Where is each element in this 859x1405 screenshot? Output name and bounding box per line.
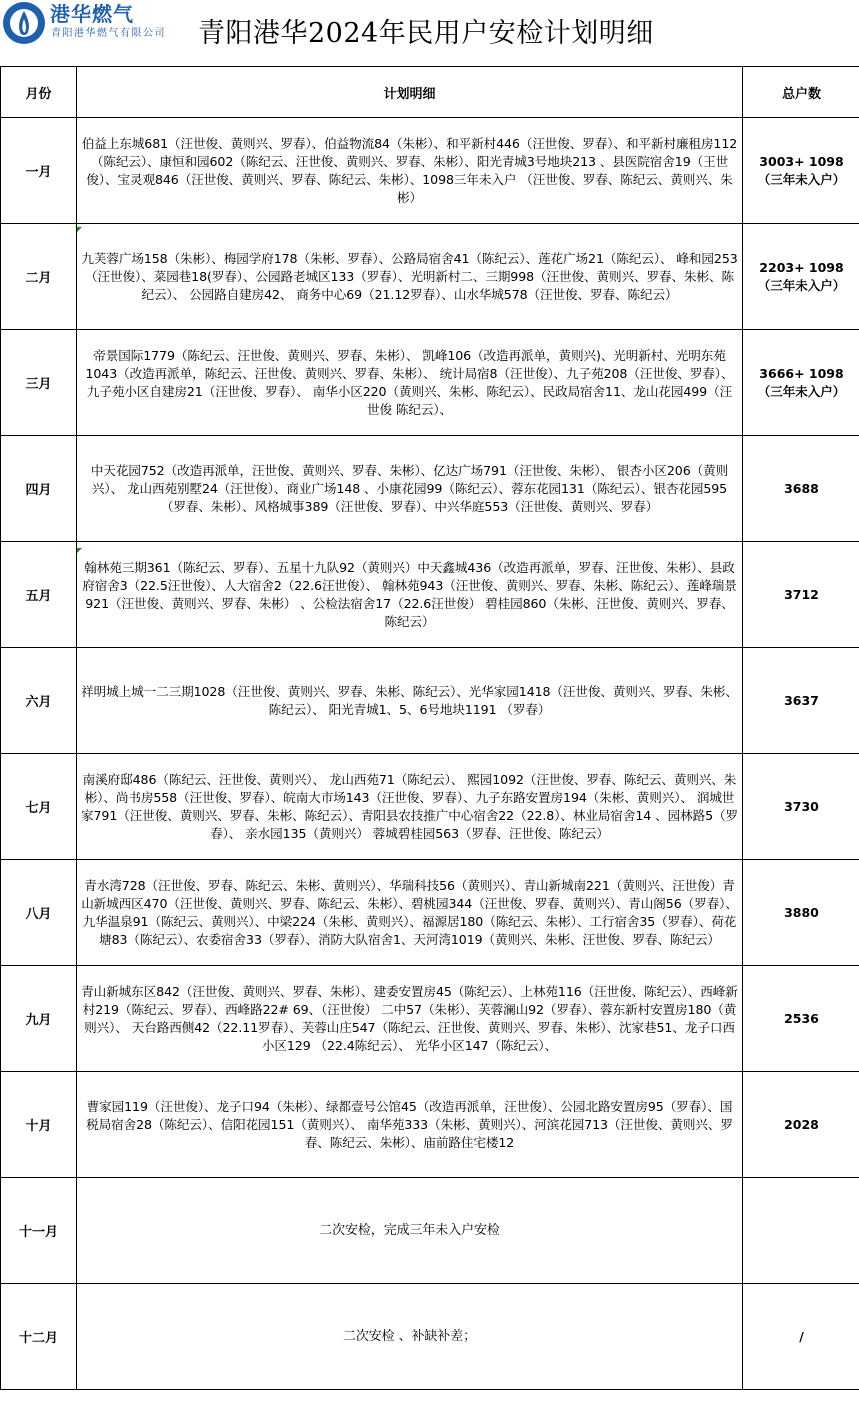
- cell-marker-icon: [77, 227, 82, 232]
- total-cell: 3688: [743, 436, 859, 542]
- month-cell: 十一月: [1, 1178, 77, 1284]
- month-cell: 十二月: [1, 1284, 77, 1390]
- detail-cell: 二次安检，完成三年未入户安检: [77, 1178, 743, 1284]
- table-row: [1, 224, 859, 330]
- flame-logo-icon: [3, 2, 45, 44]
- total-cell: 3712: [743, 542, 859, 648]
- table-header-row: [1, 67, 859, 118]
- total-cell: 2536: [743, 966, 859, 1072]
- page-title: 青阳港华2024年民用户安检计划明细: [198, 18, 654, 49]
- detail-cell: 中天花园752（改造再派单，汪世俊、黄则兴、罗春、朱彬）、亿达广场791（汪世俊、朱彬）、 银杏小区206（黄则兴）、 龙山西苑别墅24（汪世俊）、商业广场148 、小康花园99（陈纪云）、蓉东花园131（陈纪云）、银杏花园595（罗春、朱彬）、风格城事389（汪世俊、罗春）、中兴华庭553（汪世俊、黄则兴、罗春）: [77, 436, 743, 542]
- detail-cell: 伯益上东城681（汪世俊、黄则兴、罗春）、伯益物流84（朱彬）、和平新村446（汪世俊、罗春）、和平新村廉租房112（陈纪云）、康恒和园602（陈纪云、汪世俊、黄则兴、罗春、朱彬）、阳光青城3号地块213 、县医院宿舍19（王世俊）、宝灵观846（汪世俊、黄则兴、罗春、陈纪云、朱彬）、1098三年未入户 （汪世俊、罗春、陈纪云、黄则兴、朱彬）: [77, 118, 743, 224]
- cell-marker-icon: [77, 548, 82, 553]
- month-cell: 四月: [1, 436, 77, 542]
- detail-cell: 九芙蓉广场158（朱彬）、梅园学府178（朱彬、罗春）、公路局宿舍41（陈纪云）、莲花广场21（陈纪云）、 峰和园253（汪世俊）、菜园巷18(罗春）、公园路老城区133（罗春）、光明新村二、三期998（汪世俊、黄则兴、罗春、朱彬、陈纪云）、 公园路自建房42、 商务中心69（21.12罗春）、山水华城578（汪世俊、罗春、陈纪云）: [77, 224, 743, 330]
- total-cell: 3666+ 1098（三年未入户）: [743, 330, 859, 436]
- table-row: [1, 1178, 859, 1284]
- company-logo: [3, 2, 193, 46]
- month-cell: 五月: [1, 542, 77, 648]
- detail-cell: 二次安检 、补缺补差；: [77, 1284, 743, 1390]
- total-cell: 2203+ 1098（三年未入户）: [743, 224, 859, 330]
- total-cell: 3880: [743, 860, 859, 966]
- month-cell: 二月: [1, 224, 77, 330]
- month-cell: 三月: [1, 330, 77, 436]
- detail-cell: 翰林苑三期361（陈纪云、罗春）、五星十九队92（黄则兴）中天鑫城436（改造再派单，罗春、汪世俊、朱彬）、县政府宿舍3（22.5汪世俊）、人大宿舍2（22.6汪世俊）、 翰林苑943（汪世俊、黄则兴、罗春、朱彬、陈纪云）、莲峰瑞景921（汪世俊、黄则兴、罗春、朱彬） 、公检法宿舍17（22.6汪世俊） 碧桂园860（朱彬、汪世俊、黄则兴、罗春、陈纪云）: [77, 542, 743, 648]
- month-cell: 九月: [1, 966, 77, 1072]
- brand-name: 港华燃气: [50, 2, 134, 26]
- total-cell: [743, 1178, 859, 1284]
- total-cell: /: [743, 1284, 859, 1390]
- inspection-plan-table: [0, 66, 859, 1390]
- column-header-month: 月份: [1, 67, 77, 118]
- document-header: [0, 0, 859, 66]
- table-row: [1, 860, 859, 966]
- company-name: 青阳港华燃气有限公司: [51, 28, 166, 39]
- detail-cell: 青山新城东区842（汪世俊、黄则兴、罗春、朱彬）、建委安置房45（陈纪云）、上林苑116（汪世俊、陈纪云）、西峰新村219（陈纪云、罗春）、西峰路22# 69、（汪世俊） 二中57（朱彬）、芙蓉澜山92（罗春）、蓉东新村安置房180（黄则兴）、 天台路西侧42（22.11罗春）、芙蓉山庄547（陈纪云、汪世俊、黄则兴、罗春、朱彬）、沈家巷51、龙子口西小区129 （22.4陈纪云）、 光华小区147（陈纪云）、: [77, 966, 743, 1072]
- table-row: [1, 1072, 859, 1178]
- column-header-detail: 计划明细: [77, 67, 743, 118]
- table-row: [1, 118, 859, 224]
- total-cell: 3637: [743, 648, 859, 754]
- table-row: [1, 966, 859, 1072]
- table-row: [1, 330, 859, 436]
- total-cell: 2028: [743, 1072, 859, 1178]
- table-row: [1, 648, 859, 754]
- month-cell: 六月: [1, 648, 77, 754]
- total-cell: 3730: [743, 754, 859, 860]
- month-cell: 十月: [1, 1072, 77, 1178]
- detail-cell: 帝景国际1779（陈纪云、汪世俊、黄则兴、罗春、朱彬）、 凯峰106（改造再派单，黄则兴)、光明新村、光明东苑1043（改造再派单，陈纪云、汪世俊、黄则兴、罗春、朱彬）、 统计局宿8（汪世俊）、九子苑208（汪世俊、罗春）、九子苑小区自建房21（汪世俊、罗春）、 南华小区220（黄则兴、朱彬、陈纪云）、民政局宿舍11、龙山花园499（汪世俊 陈纪云）、: [77, 330, 743, 436]
- month-cell: 七月: [1, 754, 77, 860]
- detail-cell: 祥明城上城一二三期1028（汪世俊、黄则兴、罗春、朱彬、陈纪云）、光华家园1418（汪世俊、黄则兴、罗春、朱彬、陈纪云）、 阳光青城1、5、6号地块1191 （罗春）: [77, 648, 743, 754]
- detail-cell: 南溪府邸486（陈纪云、汪世俊、黄则兴）、 龙山西苑71（陈纪云）、 熙园1092（汪世俊、罗春、陈纪云、黄则兴、朱彬）、尚书房558（汪世俊、罗春）、皖南大市场143（汪世俊、罗春）、九子东路安置房194（朱彬、黄则兴）、 润城世家791（汪世俊、黄则兴、罗春、朱彬、陈纪云）、青阳县农技推广中心宿舍22（22.8）、林业局宿舍14 、园林路5（罗春）、 亲水园135（黄则兴） 蓉城碧桂园563（罗春、汪世俊、陈纪云）: [77, 754, 743, 860]
- detail-cell: 曹家园119（汪世俊）、龙子口94（朱彬）、绿都壹号公馆45（改造再派单，汪世俊）、公园北路安置房95（罗春）、国税局宿舍28（陈纪云）、信阳花园151（黄则兴）、 南华苑333（朱彬、黄则兴）、河滨花园713（汪世俊、黄则兴、罗春、陈纪云、朱彬）、庙前路住宅楼12: [77, 1072, 743, 1178]
- month-cell: 一月: [1, 118, 77, 224]
- table-row: [1, 436, 859, 542]
- table-row: [1, 1284, 859, 1390]
- table-row: [1, 754, 859, 860]
- total-cell: 3003+ 1098（三年未入户）: [743, 118, 859, 224]
- table-row: [1, 542, 859, 648]
- detail-cell: 青水湾728（汪世俊、罗春、陈纪云、朱彬、黄则兴）、华瑞科技56（黄则兴）、青山新城南221（黄则兴、汪世俊）青山新城西区470（汪世俊、黄则兴、罗春、陈纪云、朱彬）、碧桃园344（汪世俊、罗春、黄则兴）、青山阁56（罗春）、九华温泉91（陈纪云、黄则兴）、中梁224（朱彬、黄则兴）、福源居180（陈纪云、朱彬）、工行宿舍35（罗春）、荷花塘83（陈纪云）、农委宿舍33（罗春）、消防大队宿舍1、天河湾1019（黄则兴、朱彬、汪世俊、罗春、陈纪云）: [77, 860, 743, 966]
- column-header-total: 总户数: [743, 67, 859, 118]
- month-cell: 八月: [1, 860, 77, 966]
